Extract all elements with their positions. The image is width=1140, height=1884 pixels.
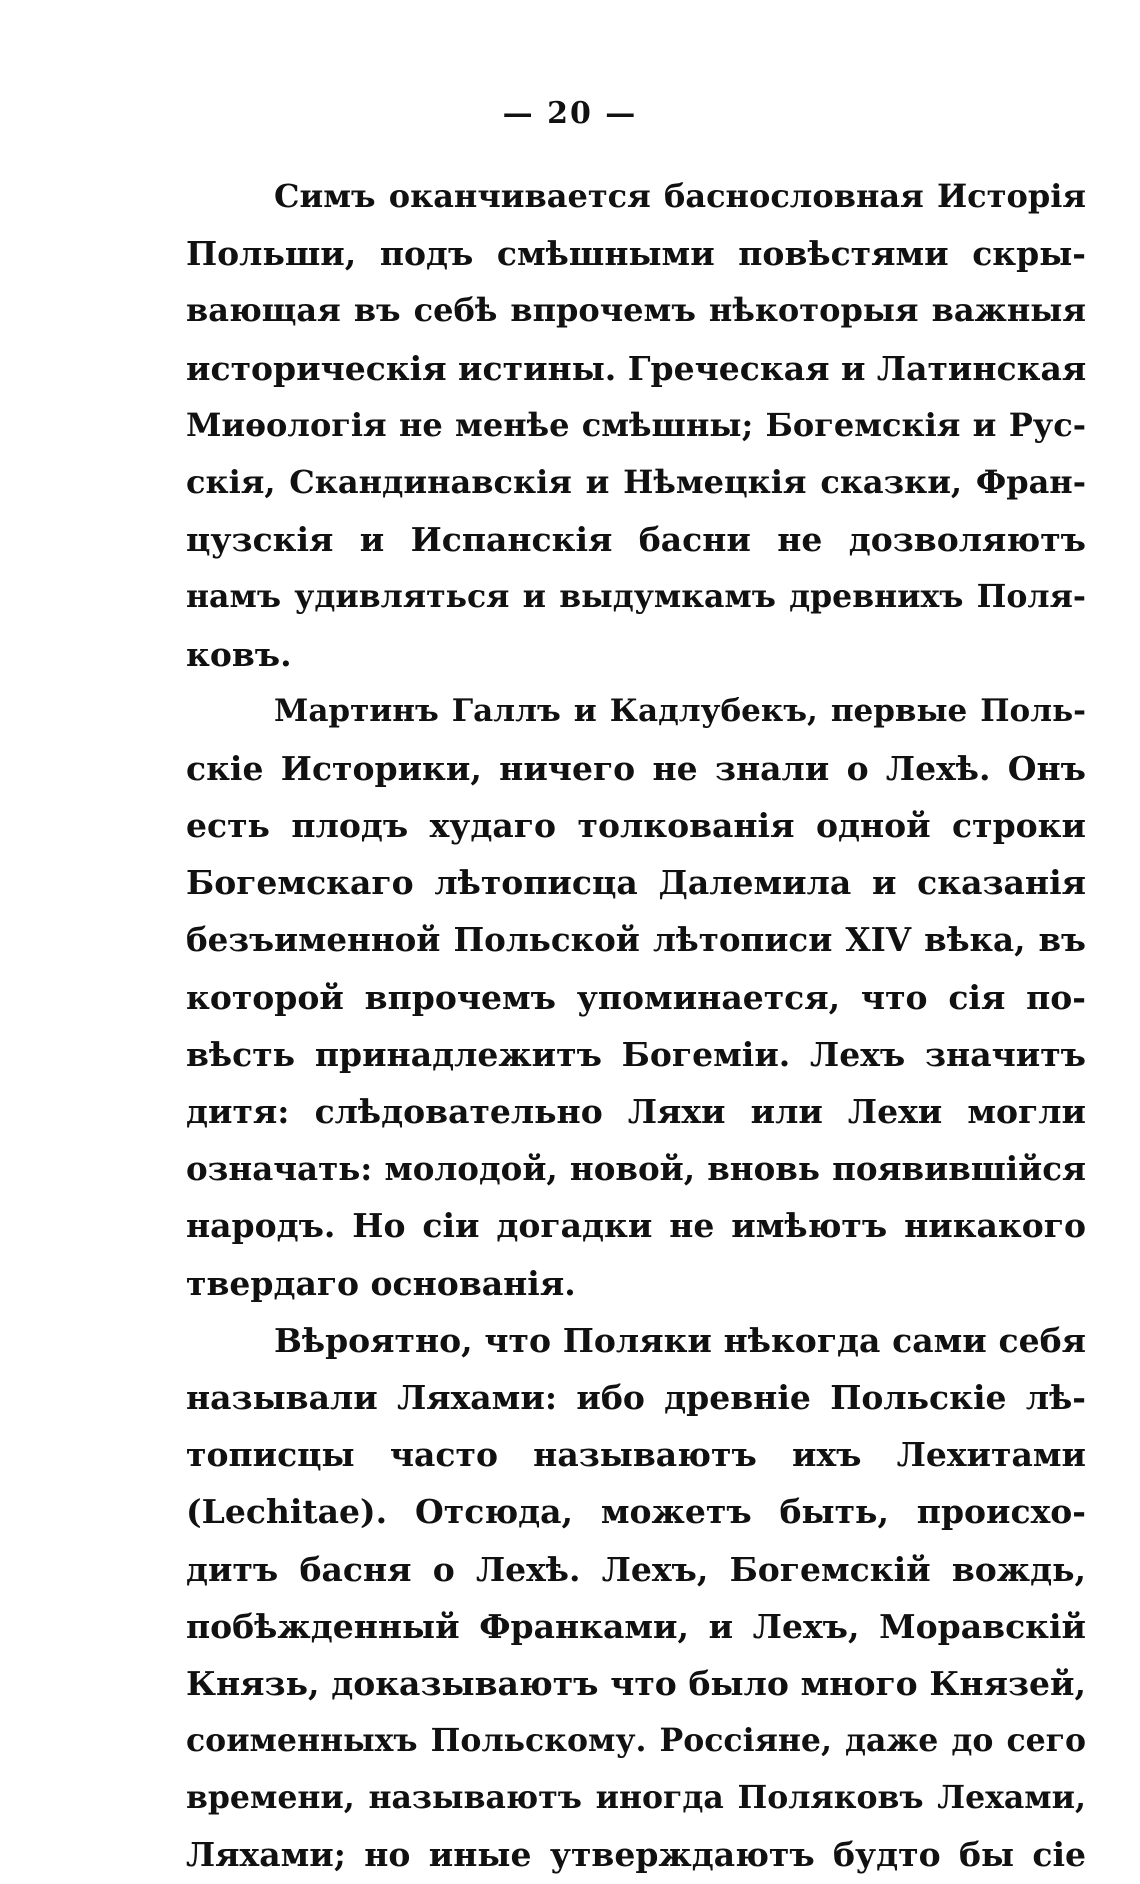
text-line: Мартинъ Галлъ и Кадлубекъ, первые Поль- <box>274 692 1086 729</box>
text-line: Ляхами; но иные утверждаютъ будто бы сіе <box>186 1835 1086 1875</box>
text-line: скіе Историки, ничего не знали о Лехѣ. Онъ <box>186 748 1086 788</box>
text-line: историческія истины. Греческая и Латинская <box>186 348 1087 388</box>
text-line: дитъ басня о Лехѣ. Лехъ, Богемскій вождь, <box>186 1549 1086 1589</box>
text-line: тописцы часто называютъ ихъ Лехитами <box>186 1435 1086 1475</box>
text-line: вающая въ себѣ впрочемъ нѣкоторыя важныя <box>186 291 1086 330</box>
text-line: намъ удивляться и выдумкамъ древнихъ Поля- <box>186 578 1086 616</box>
body-text <box>186 168 1086 1884</box>
text-line: народъ. Но сіи догадки не имѣютъ никакого <box>186 1206 1086 1246</box>
text-line: побѣжденный Франками, и Лехъ, Моравскій <box>186 1606 1086 1646</box>
page-number: — 20 — <box>502 96 638 131</box>
text-line: твердаго основанія. <box>186 1263 576 1303</box>
text-line: времени, называютъ иногда Поляковъ Лехами, <box>186 1779 1086 1817</box>
text-line: называли Ляхами: ибо древніе Польскіе лѣ- <box>186 1377 1086 1417</box>
text-line: дитя: слѣдовательно Ляхи или Лехи могли <box>186 1092 1086 1131</box>
text-line: которой впрочемъ упоминается, что сія по- <box>186 977 1086 1017</box>
text-line: вѣсть принадлежитъ Богеміи. Лехъ значитъ <box>186 1034 1086 1074</box>
text-line: Симъ оканчивается баснословная Исторія <box>274 177 1086 215</box>
text-line: Богемскаго лѣтописца Далемила и сказанія <box>186 863 1086 903</box>
text-line: означать: молодой, новой, вновь появившійся <box>186 1149 1086 1189</box>
text-line: Миѳологія не менѣе смѣшны; Богемскія и Рус- <box>186 405 1086 444</box>
text-line: ковъ. <box>186 634 292 674</box>
text-line: скія, Скандинавскія и Нѣмецкія сказки, Фран- <box>186 462 1086 501</box>
text-line: цузскія и Испанскія басни не дозволяютъ <box>186 520 1086 560</box>
text-line: безъименной Польской лѣтописи XIV вѣка, въ <box>186 920 1086 960</box>
text-line: Князь, доказываютъ что было много Князей, <box>186 1663 1086 1703</box>
text-line: соименныхъ Польскому. Россіяне, даже до сего <box>186 1722 1086 1760</box>
text-line: Вѣроятно, что Поляки нѣкогда сами себя <box>274 1320 1086 1360</box>
text-line: есть плодъ худаго толкованія одной строки <box>186 806 1086 846</box>
text-line: Польши, подъ смѣшными повѣстями скры- <box>186 234 1086 274</box>
text-line: (Lechitae). Отсюда, можетъ быть, происхо- <box>186 1492 1086 1532</box>
